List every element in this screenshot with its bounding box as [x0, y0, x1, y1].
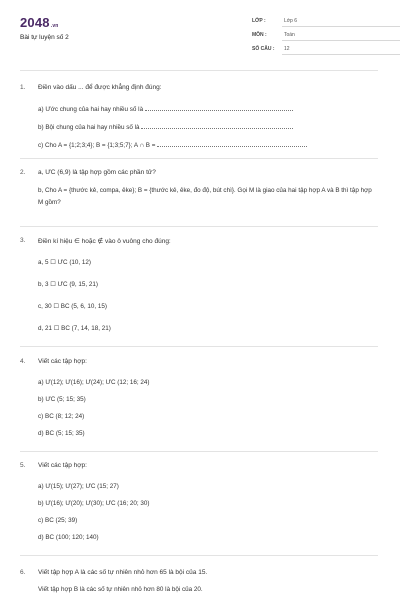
question-3-item-a: a, 5 ☐ ƯC (10, 12) [38, 259, 92, 266]
question-text: Viết các tập hợp: [38, 358, 87, 365]
question-divider [20, 555, 378, 556]
question-text: Điền kí hiệu ∈ hoặc ∉ vào ô vuông cho đúng: [38, 238, 171, 245]
item-text: c) Cho A = {1;2;3;4}; B = {1;3;5;7}; A ∩ B = [38, 142, 156, 149]
logo-text: 2048 [20, 15, 50, 30]
question-divider [20, 158, 378, 159]
meta-count-value: 12 [284, 46, 290, 52]
question-number: 2. [20, 169, 26, 176]
meta-class-value: Lớp 6 [284, 18, 298, 24]
meta-subject-underline [282, 40, 400, 41]
question-divider [20, 451, 378, 452]
question-divider [20, 226, 378, 227]
question-number: 5. [20, 462, 26, 469]
question-3-item-c: c, 30 ☐ BC (5, 6, 10, 15) [38, 303, 107, 310]
item-text: b) Bội chung của hai hay nhiều số là [38, 124, 140, 131]
question-5-item-c: c) BC (25; 39) [38, 517, 78, 524]
meta-class-label: LỚP : [252, 18, 266, 24]
question-4-item-c: c) BC (8; 12; 24) [38, 413, 85, 420]
question-1-item-c [38, 141, 307, 149]
question-number: 3. [20, 237, 26, 244]
question-1-item-b [38, 123, 293, 131]
question-6-item-b: Viết tập hợp B là các số tự nhiên nhỏ hơn 80 là bội của 20. [38, 586, 203, 593]
question-4-item-d: d) BC (5; 15; 35) [38, 430, 85, 437]
question-text: Viết các tập hợp: [38, 462, 87, 469]
question-number: 1. [20, 84, 26, 91]
question-3-item-d: d, 21 ☐ BC (7, 14, 18, 21) [38, 325, 111, 332]
logo-suffix: .vn [50, 23, 59, 29]
worksheet-header [0, 0, 400, 70]
meta-count-label: SỐ CÂU : [252, 46, 275, 52]
question-2-paragraph: b, Cho A = {thước kẻ, compa, êke}; B = {thước kẻ, êke, đo độ, bút chì}. Gọi M là giao của hai tập hợp A và B thì tập hợp M gồm? [38, 187, 372, 206]
answer-blank[interactable] [141, 123, 293, 129]
answer-blank[interactable] [157, 141, 307, 147]
question-divider [20, 346, 378, 347]
item-text: a) Ước chung của hai hay nhiều số là [38, 106, 144, 113]
question-text: a, ƯC (6,9) là tập hợp gồm các phần tử? [38, 169, 156, 176]
site-logo[interactable] [20, 15, 59, 30]
question-5-item-a: a) Ư(15); Ư(27); ƯC (15; 27) [38, 483, 119, 490]
question-number: 6. [20, 569, 26, 576]
question-4-item-b: b) ƯC (5; 15; 35) [38, 396, 86, 403]
question-5-item-b: b) Ư(16); Ư(20); Ư(30); ƯC (16; 20; 30) [38, 500, 150, 507]
question-3-item-b: b, 3 ☐ ƯC (9, 15, 21) [38, 281, 99, 288]
meta-subject-label: MÔN : [252, 32, 267, 38]
question-text: Điền vào dấu ... để được khẳng định đúng: [38, 84, 162, 91]
meta-count-underline [282, 54, 400, 55]
question-1-item-a [38, 105, 293, 113]
meta-subject-value: Toán [284, 32, 295, 38]
meta-class-underline [282, 26, 400, 27]
question-4-item-a: a) Ư(12); Ư(16); Ư(24); ƯC (12; 16; 24) [38, 379, 150, 386]
question-number: 4. [20, 358, 26, 365]
worksheet-title: Bài tự luyện số 2 [20, 34, 69, 41]
question-5-item-d: d) BC (100; 120; 140) [38, 534, 99, 541]
question-text: Viết tập hợp A là các số tự nhiên nhỏ hơn 65 là bội của 15. [38, 569, 208, 576]
header-divider [20, 70, 378, 71]
answer-blank[interactable] [145, 105, 293, 111]
